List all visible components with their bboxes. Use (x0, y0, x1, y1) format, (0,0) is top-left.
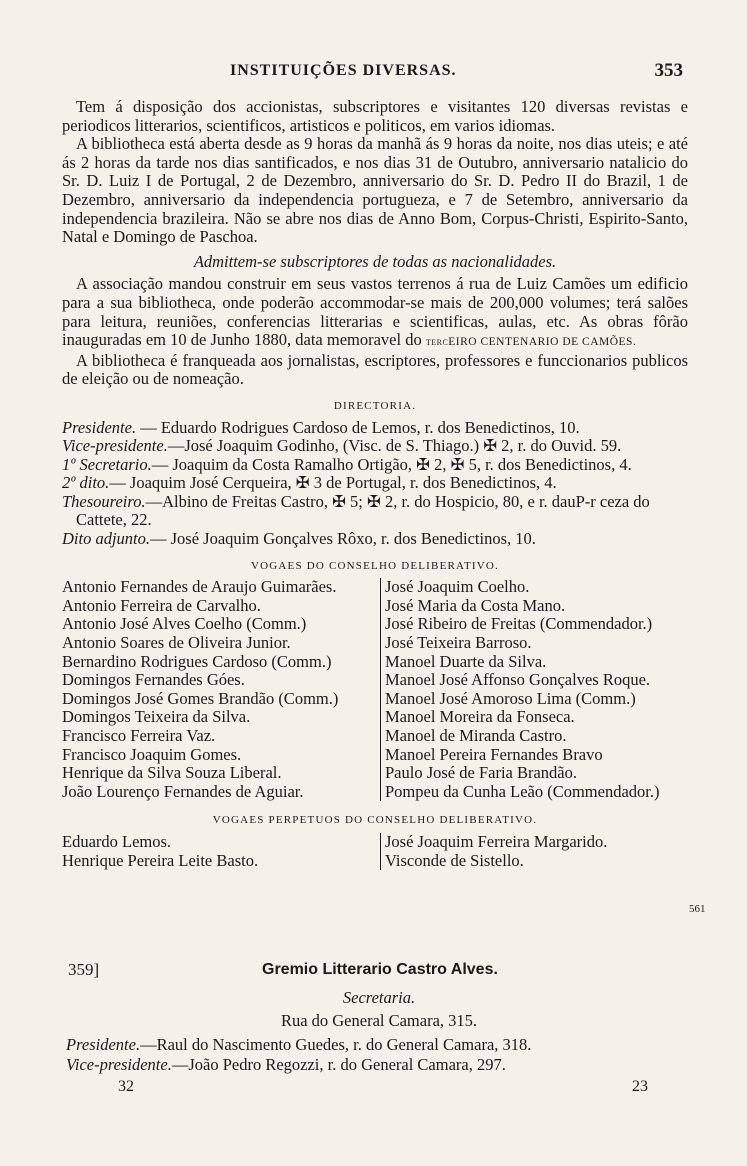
list-item: Bernardino Rodrigues Cardoso (Comm.) (62, 651, 332, 671)
entry-text: —Albino de Freitas Castro, ✠ 5; ✠ 2, r. do Hospicio, 80, e r. dauP-r ceza do Cattete, 22. (76, 491, 650, 530)
list-item: Francisco Ferreira Vaz. (62, 726, 216, 745)
section-number: 359] (68, 960, 100, 979)
running-title: INSTITUIÇÕES DIVERSAS. (230, 62, 457, 79)
paragraph-building (62, 275, 688, 351)
section-heading-row (66, 960, 692, 984)
role-label: Vice-presidente. (62, 436, 168, 456)
role-label: Presidente. (62, 417, 137, 437)
role-label: Thesoureiro. (62, 491, 146, 511)
list-item: Manoel José Affonso Gonçalves Roque. (385, 670, 651, 690)
entry-text: — José Joaquim Gonçalves Rôxo, r. dos Benedictinos, 10. (150, 529, 536, 549)
gremio-section (66, 960, 692, 1075)
entry-text: — Joaquim José Cerqueira, ✠ 3 de Portugal, r. dos Benedictinos, 4. (109, 473, 557, 493)
list-item: Manoel Moreira da Fonseca. (385, 707, 575, 727)
list-item: José Maria da Costa Mano. (385, 595, 566, 615)
list-item: Manoel Pereira Fernandes Bravo (385, 744, 603, 764)
list-item: Domingos Fernandes Góes. (62, 670, 245, 690)
vogaes-right-column (381, 578, 688, 801)
perpetuos-columns (62, 833, 688, 870)
paragraph-periodicals: Tem á disposição dos accionistas, subscriptores e visitantes 120 diversas revistas e periodicos litterarios, scientificos, artisticos e politicos, em varios idiomas. (62, 97, 688, 135)
paragraph-access: A bibliotheca é franqueada aos jornalistas, escriptores, professores e funccionarios publicos de eleição ou de nomeação. (62, 350, 688, 389)
list-item: Visconde de Sistello. (385, 850, 524, 870)
list-item: José Joaquim Ferreira Margarido. (385, 831, 608, 851)
directoria-entry (62, 437, 688, 456)
vogaes-columns (62, 578, 688, 801)
directoria-list (62, 419, 688, 549)
entry-text: —Raul do Nascimento Guedes, r. do General Camara, 318. (140, 1035, 532, 1054)
list-item: Henrique da Silva Souza Liberal. (62, 763, 282, 783)
section-subtitle: Secretaria. (342, 988, 416, 1007)
list-item: Domingos Teixeira da Silva. (62, 707, 251, 727)
entry-text: —José Joaquim Godinho, (Visc. de S. Thiago.) ✠ 2, r. do Ouvid. 59. (167, 436, 622, 456)
role-label: Presidente. (66, 1035, 141, 1054)
page-header (0, 62, 747, 90)
paragraph-opening-hours: A bibliotheca está aberta desde as 9 horas da manhã ás 9 horas da noite, nos dias uteis; e até ás 2 horas da tarde nos dias santificados, e nos dias 31 de Outubro, anniversario natalicio do Sr. D. Luiz I de Portugal, 2 de Dezembro, anniversario do Sr. D. Pedro II do Brazil, 1 de Dezembro, anniversario da independencia portugueza, e 7 de Setembro, anniversario da independencia brazileira. Não se abre nos dias de Anno Bom, Corpus-Christi, Espirito-Santo, Natal e Domingo de Paschoa. (62, 134, 688, 247)
entry-text: —João Pedro Regozzi, r. do General Camara, 297. (171, 1055, 506, 1074)
section-officer (66, 1035, 692, 1055)
paragraph-subscribers: Admittem-se subscriptores de todas as nacionalidades. (193, 251, 557, 271)
list-item: Domingos José Gomes Brandão (Comm.) (62, 688, 339, 708)
directoria-entry (62, 493, 688, 530)
signature-mark-left: 32 (118, 1078, 134, 1095)
list-item: Antonio Ferreira de Carvalho. (62, 595, 261, 615)
directoria-entry (62, 530, 688, 549)
perpetuos-right-column (381, 833, 688, 870)
directoria-entry (62, 474, 688, 493)
list-item: Antonio Fernandes de Araujo Guimarães. (62, 577, 337, 597)
list-item: Antonio José Alves Coelho (Comm.) (62, 614, 307, 634)
list-item: Pompeu da Cunha Leão (Commendador.) (385, 781, 660, 801)
list-item: Eduardo Lemos. (62, 831, 172, 851)
list-item: Manoel José Amoroso Lima (Comm.) (385, 688, 636, 708)
section-title: Gremio Litterario Castro Alves. (262, 961, 498, 978)
role-label: Dito adjunto. (62, 529, 151, 549)
section-address: Rua do General Camara, 315. (280, 1011, 478, 1030)
directoria-heading: DIRECTORIA. (333, 399, 417, 412)
list-item: Antonio Soares de Oliveira Junior. (62, 633, 291, 653)
perpetuos-heading: VOGAES PERPETUOS DO CONSELHO DELIBERATIVO. (212, 814, 538, 827)
list-item: José Joaquim Coelho. (385, 577, 530, 597)
vogaes-left-column (62, 578, 381, 801)
list-item: Manoel Duarte da Silva. (385, 651, 547, 671)
margin-number: 561 (689, 903, 706, 915)
role-label: Vice-presidente. (66, 1055, 172, 1074)
entry-text: — Eduardo Rodrigues Cardoso de Lemos, r. dos Benedictinos, 10. (136, 417, 580, 437)
directoria-entry (62, 419, 688, 438)
signature-mark-right: 23 (632, 1078, 648, 1095)
list-item: Paulo José de Faria Brandão. (385, 763, 577, 783)
list-item: José Ribeiro de Freitas (Commendador.) (385, 614, 653, 634)
role-label: 2º dito. (62, 473, 110, 493)
building-text: A associação mandou construir em seus vastos terrenos á rua de Luiz Camões um edificio para a sua bibliotheca, onde poderão accommodar-se mais de 200,000 volumes; terá salões para leitura, reuniões, conferencias litterarias e scientificas, aulas, etc. As obras fôrão inauguradas em 10 de Junho 1880, data memoravel do (62, 274, 688, 350)
list-item: Henrique Pereira Leite Basto. (62, 850, 259, 870)
entry-text: — Joaquim da Costa Ramalho Ortigão, ✠ 2, ✠ 5, r. dos Benedictinos, 4. (151, 454, 632, 474)
list-item: Francisco Joaquim Gomes. (62, 744, 242, 764)
list-item: José Teixeira Barroso. (385, 633, 532, 653)
main-text (62, 98, 688, 870)
section-officer (66, 1055, 692, 1075)
directoria-entry (62, 456, 688, 475)
perpetuos-left-column (62, 833, 381, 870)
list-item: Manoel de Miranda Castro. (385, 726, 567, 745)
page-number: 353 (654, 60, 683, 81)
list-item: João Lourenço Fernandes de Aguiar. (62, 781, 304, 801)
vogaes-heading: VOGAES DO CONSELHO DELIBERATIVO. (250, 559, 499, 572)
role-label: 1º Secretario. (62, 454, 152, 474)
tercentenary-smallcaps: tercEIRO CENTENARIO DE CAMÕES. (425, 336, 637, 349)
